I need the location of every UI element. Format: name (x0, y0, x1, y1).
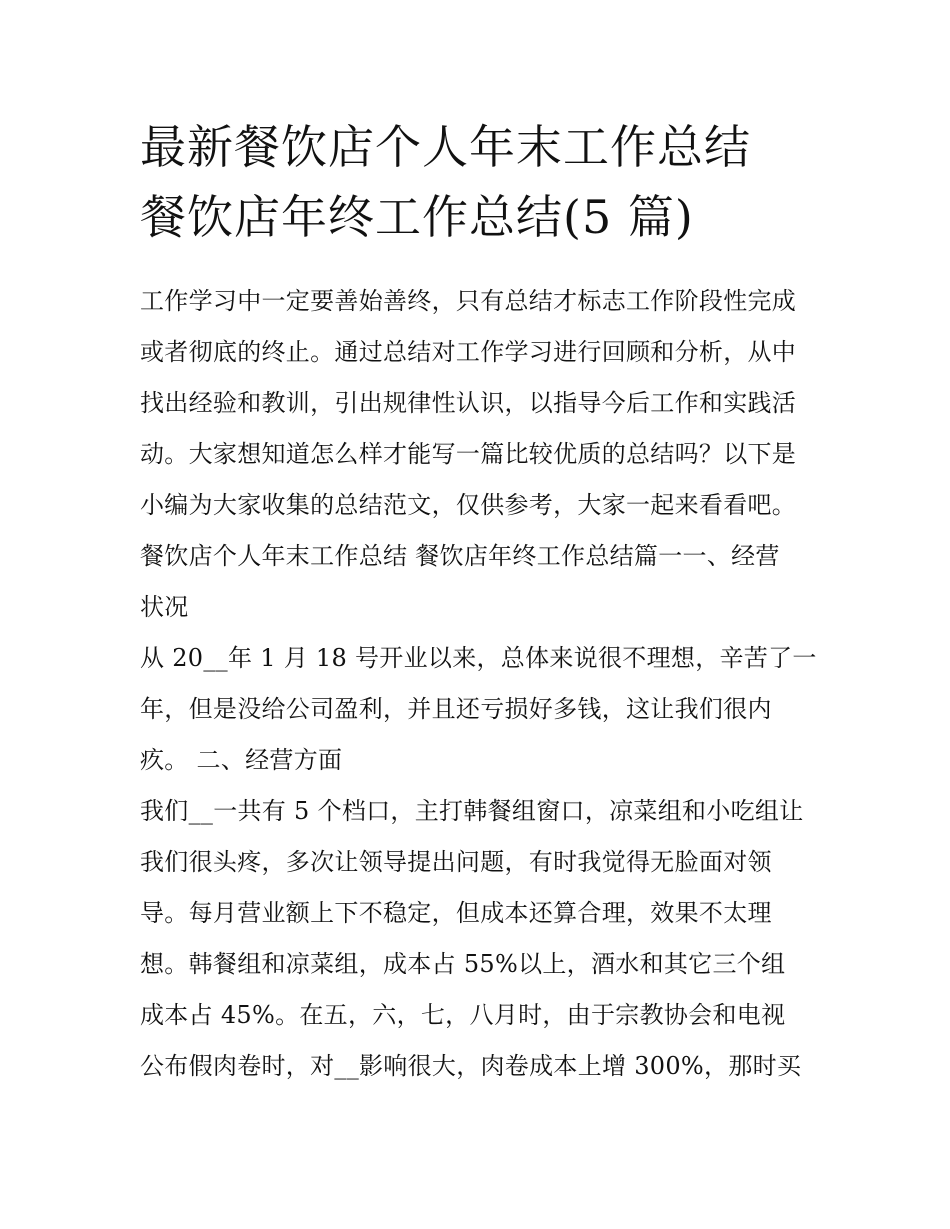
body-line: 我们__一共有 5 个档口，主打韩餐组窗口，凉菜组和小吃组让 (140, 797, 804, 825)
document-title (140, 112, 830, 252)
title-line-1: 最新餐饮店个人年末工作总结 (140, 120, 751, 174)
body-line: 导。每月营业额上下不稳定，但成本还算合理，效果不太理 (140, 899, 772, 927)
body-line: 从 20__年 1 月 18 号开业以来，总体来说很不理想，辛苦了一 (140, 644, 817, 672)
body-line: 工作学习中一定要善始善终，只有总结才标志工作阶段性完成 (140, 287, 797, 315)
title-line-2: 餐饮店年终工作总结(5 篇) (140, 190, 694, 244)
body-line: 想。韩餐组和凉菜组，成本占 55%以上，酒水和其它三个组 (140, 950, 786, 978)
document-body (140, 276, 830, 1092)
body-line: 餐饮店个人年末工作总结 餐饮店年终工作总结篇一一、经营 (140, 542, 780, 570)
body-line: 我们很头疼，多次让领导提出问题，有时我觉得无脸面对领 (140, 848, 772, 876)
body-line: 或者彻底的终止。通过总结对工作学习进行回顾和分析，从中 (140, 338, 797, 366)
body-line: 疚。 二、经营方面 (140, 746, 343, 774)
body-line: 公布假肉卷时，对__影响很大，肉卷成本上增 300%，那时买 (140, 1052, 802, 1080)
body-line: 小编为大家收集的总结范文，仅供参考，大家一起来看看吧。 (140, 491, 797, 519)
body-line: 动。大家想知道怎么样才能写一篇比较优质的总结吗？以下是 (140, 440, 797, 468)
body-line: 找出经验和教训，引出规律性认识，以指导今后工作和实践活 (140, 389, 797, 417)
body-line: 状况 (140, 593, 189, 621)
body-line: 成本占 45%。在五，六，七，八月时，由于宗教协会和电视 (140, 1001, 786, 1029)
body-line: 年，但是没给公司盈利，并且还亏损好多钱，这让我们很内 (140, 695, 772, 723)
